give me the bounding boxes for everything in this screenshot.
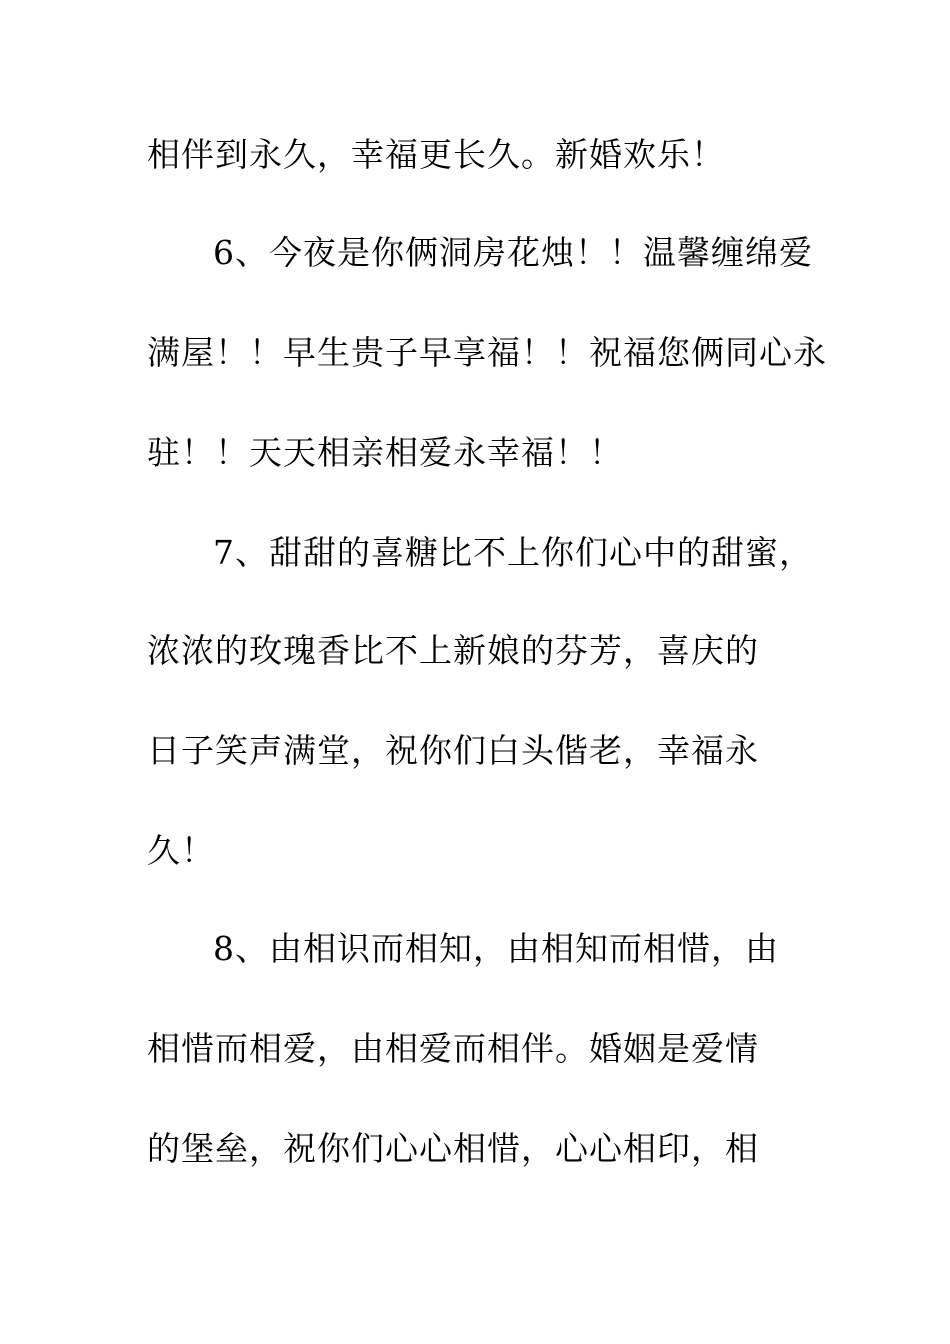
text-line: 驻！！天天相亲相爱永幸福！！ [147, 433, 623, 472]
text-line: 8、由相识而相知，由相知而相惜，由 [213, 929, 779, 968]
text-line: 久！ [147, 831, 215, 870]
text-line: 7、甜甜的喜糖比不上你们心中的甜蜜， [213, 533, 813, 572]
text-line: 相惜而相爱，由相爱而相伴。婚姻是爱情 [147, 1029, 759, 1068]
text-line: 的堡垒，祝你们心心相惜，心心相印，相 [147, 1129, 759, 1168]
text-line: 6、今夜是你俩洞房花烛！！温馨缠绵爱 [213, 233, 813, 272]
text-line: 浓浓的玫瑰香比不上新娘的芬芳，喜庆的 [147, 631, 759, 670]
text-line: 相伴到永久，幸福更长久。新婚欢乐！ [147, 135, 725, 174]
text-line: 日子笑声满堂，祝你们白头偕老，幸福永 [147, 731, 759, 770]
text-line: 满屋！！早生贵子早享福！！祝福您俩同心永 [147, 333, 827, 372]
